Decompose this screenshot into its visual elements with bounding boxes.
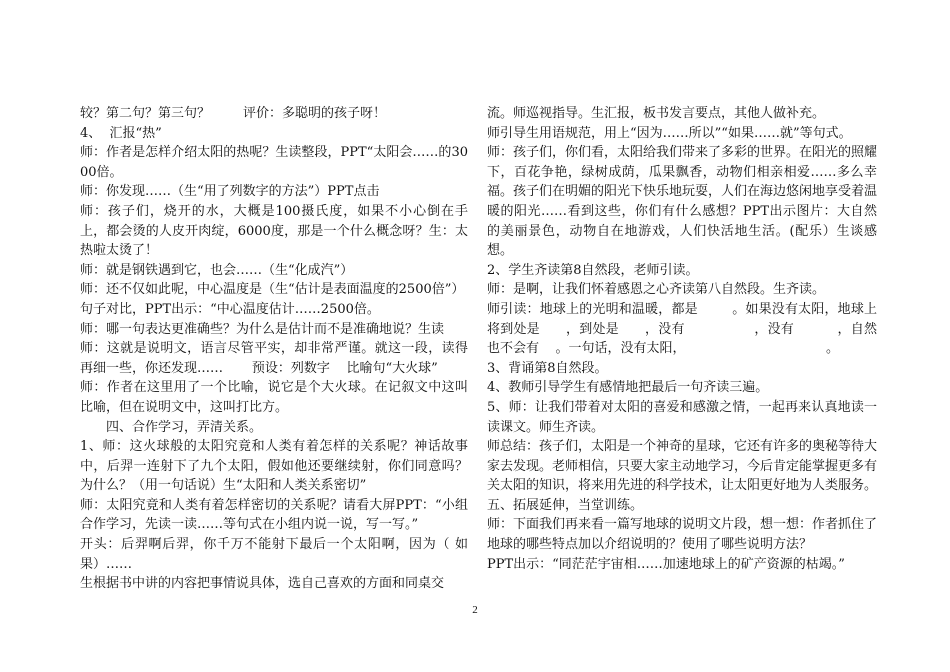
paragraph: 4、教师引导学生有感情地把最后一句齐读三遍。 <box>487 380 769 396</box>
paragraph: 师：孩子们，烧开的水，大概是100摄氏度，如果不小心倒在手上，都会烫的人皮开肉绽，6000度，那是一个什么概念呀？生：太热啦太烫了！ <box>80 203 468 259</box>
paragraph: 3、背诵第8自然段。 <box>487 360 608 376</box>
paragraph: 师：就是钢铁遇到它，也会……（生“化成汽”） <box>80 262 354 278</box>
paragraph: 2、学生齐读第8自然段，老师引读。 <box>487 262 699 278</box>
paragraph: 师引导生用语规范，用上“因为……所以”“如果……就”等句式。 <box>487 125 852 141</box>
paragraph: 师引读：地球上的光明和温暖，都是 。如果没有太阳，地球上将到处是 ，到处是 ，没有 ，没有 ，自然也不会有 。一句话，没有太阳， 。 <box>487 301 877 357</box>
section-heading: 四、合作学习，弄清关系。 <box>106 419 263 435</box>
paragraph: 师：是啊，让我们怀着感恩之心齐读第八自然段。生齐读。 <box>487 282 826 298</box>
paragraph: 师：孩子们，你们看，太阳给我们带来了多彩的世界。在阳光的照耀下，百花争艳，绿树成荫，瓜果飘香，动物们相亲相爱……多么幸福。孩子们在明媚的阳光下快乐地玩耍，人们在海边悠闲地享受着温暖的阳光……看到这些，你们有什么感想？PPT出示图片：大自然的美丽景色，动物自在地游戏，人们快活地生活。(配乐）生谈感想。 <box>487 145 878 259</box>
paragraph: 师：太阳究竟和人类有着怎样密切的关系呢？请看大屏PPT：“小组合作学习，先读一读……等句式在小组内说一说，写一写。” <box>80 497 468 533</box>
paragraph: 师：下面我们再来看一篇写地球的说明文片段，想一想：作者抓住了地球的哪些特点加以介绍说明的？使用了哪些说明方法？ <box>487 517 878 553</box>
paragraph: 师：还不仅如此呢，中心温度是（生“估计是表面温度的2500倍”） <box>80 282 465 298</box>
paragraph: 5、师：让我们带着对太阳的喜爱和感激之情，一起再来认真地读一读课文。师生齐读。 <box>487 399 877 435</box>
paragraph: 流。师巡视指导。生汇报，板书发言要点，其他人做补充。 <box>487 106 826 121</box>
paragraph: 师：你发现……（生“用了列数字的方法”）PPT点击 <box>80 184 380 200</box>
paragraph: 师：哪一句表达更准确些？为什么是估计而不是准确地说？生读 <box>80 321 445 337</box>
paragraph: PPT出示：“同茫茫宇宙相……加速地球上的矿产资源的枯竭。” <box>487 556 845 572</box>
paragraph: 1、师：这火球般的太阳究竟和人类有着怎样的关系呢？神话故事中，后羿一连射下了九个太阳，假如他还要继续射，你们同意吗？为什么？（用一句话说）生“太阳和人类关系密切” <box>80 439 468 494</box>
right-column <box>487 104 877 574</box>
paragraph: 生根据书中讲的内容把事情说具体，选自己喜欢的方面和同桌交 <box>80 576 445 592</box>
page-number: 2 <box>472 604 478 616</box>
paragraph: 4、 汇报“热” <box>80 125 162 141</box>
paragraph: 句子对比，PPT出示：“中心温度估计……2500倍。 <box>80 301 380 317</box>
paragraph: 师：作者在这里用了一个比喻，说它是个大火球。在记叙文中这叫比喻，但在说明文中，这叫打比方。 <box>80 380 468 415</box>
left-column <box>80 104 468 594</box>
paragraph: 师：这就是说明文，语言尽管平实，却非常严谨。就这一段，读得再细一些，你还发现…… 预设：列数字 比喻句“大火球” <box>80 341 468 376</box>
paragraph: 较？第二句？第三句？ 评价：多聪明的孩子呀！ <box>80 106 387 121</box>
paragraph: 师：作者是怎样介绍太阳的热呢？生读整段，PPT“太阳会……的3000倍。 <box>80 145 468 180</box>
paragraph: 开头：后羿啊后羿，你千万不能射下最后一个太阳啊，因为（ 如果）…… <box>80 537 468 572</box>
paragraph: 师总结：孩子们，太阳是一个神奇的星球，它还有许多的奥秘等待大家去发现。老师相信，只要大家主动地学习，今后肯定能掌握更多有关太阳的知识，将来用先进的科学技术，让太阳更好地为人类服务。 <box>487 439 878 494</box>
section-heading: 五、拓展延伸，当堂训练。 <box>487 497 644 513</box>
